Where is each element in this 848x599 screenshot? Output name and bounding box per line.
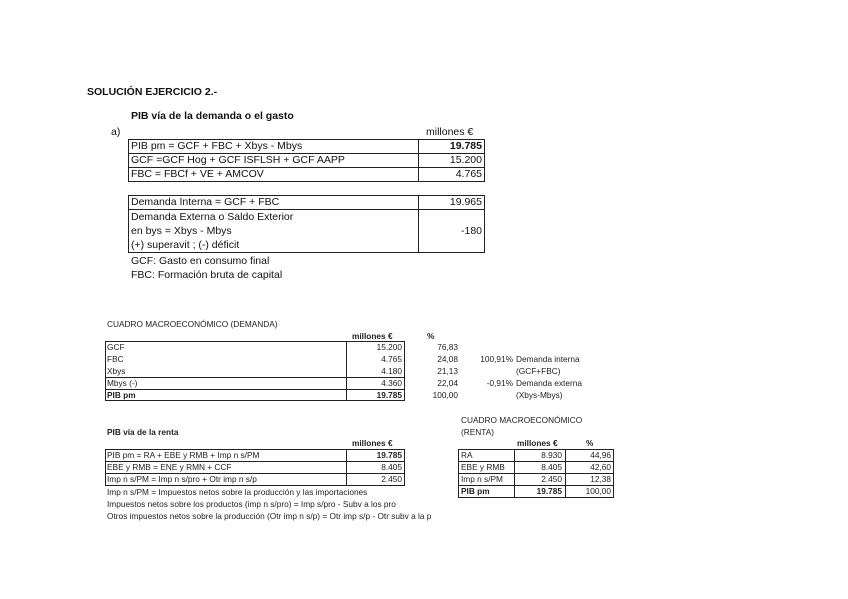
external-demand-value: -180	[460, 225, 482, 237]
side-interna-l2: (GCF+FBC)	[516, 366, 561, 376]
cr-row-ebe-pct: 42,60	[590, 462, 611, 472]
renta-row-imp-value: 2.450	[381, 474, 402, 484]
demand-row-gcf-value: 15.200	[449, 154, 482, 166]
cuadro-renta-title-l1: CUADRO MACROECONÓMICO	[461, 415, 583, 425]
cd-row-xbys-label: Xbys	[107, 366, 126, 376]
cr-row-pib-pct: 100,00	[585, 486, 611, 496]
renta-row-pib-value: 19.785	[376, 450, 402, 460]
cr-row-pib-label: PIB pm	[461, 486, 490, 496]
cd-row-gcf-label: GCF	[107, 342, 125, 352]
cr-row-ebe-label: EBE y RMB	[461, 462, 505, 472]
side-externa-pct: -0,91%	[486, 378, 513, 388]
cd-row-pib-value: 19.785	[376, 390, 402, 400]
side-externa-l2: (Xbys-Mbys)	[516, 390, 563, 400]
renta-row-imp-label: Imp n s/PM = Imp n s/pro + Otr imp n s/p	[107, 474, 257, 484]
side-externa-l1: Demanda externa	[516, 378, 582, 388]
label-a: a)	[111, 126, 121, 138]
renta-note-3: Otros impuestos netos sobre la producción (Otr imp n s/p) = Otr imp s/p - Otr subv a la p	[107, 511, 432, 521]
side-interna-pct: 100,91%	[480, 354, 513, 364]
cd-row-pib-pct: 100,00	[432, 390, 458, 400]
cr-row-imp-label: Imp n s/PM	[461, 474, 503, 484]
page-title: SOLUCIÓN EJERCICIO 2.-	[87, 86, 218, 98]
cd-row-fbc-label: FBC	[107, 354, 124, 364]
cr-row-pib-value: 19.785	[536, 486, 562, 496]
cd-row-fbc-value: 4.765	[381, 354, 402, 364]
cuadro-demanda-col-millones: millones €	[352, 331, 393, 341]
demand-row-pib-value: 19.785	[449, 140, 482, 152]
demand-row-fbc-label: FBC = FBCf + VE + AMCOV	[131, 168, 264, 180]
cr-row-imp-value: 2.450	[541, 474, 562, 484]
cd-row-pib-label: PIB pm	[107, 390, 136, 400]
external-demand-line1: Demanda Externa o Saldo Exterior	[131, 211, 294, 223]
cd-row-fbc-pct: 24,08	[437, 354, 458, 364]
side-interna-l1: Demanda interna	[516, 354, 580, 364]
note-fbc: FBC: Formación bruta de capital	[131, 269, 283, 281]
cd-row-mbys-pct: 22,04	[437, 378, 458, 388]
renta-note-2: Impuestos netos sobre los productos (imp n s/pro) = Imp s/pro - Subv a los pro	[107, 499, 396, 509]
cuadro-renta-title-l2: (RENTA)	[461, 427, 495, 437]
internal-demand-label: Demanda Interna = GCF + FBC	[131, 196, 280, 208]
cuadro-demanda-col-pct: %	[427, 331, 435, 341]
cr-row-ra-value: 8.930	[541, 450, 562, 460]
cd-row-xbys-pct: 21,13	[437, 366, 458, 376]
demand-row-fbc-value: 4.765	[455, 168, 482, 180]
cd-row-mbys-value: 4.360	[381, 378, 402, 388]
renta-row-pib-label: PIB pm = RA + EBE y RMB + Imp n s/PM	[107, 450, 260, 460]
cd-row-gcf-pct: 76,83	[437, 342, 458, 352]
cd-row-gcf-value: 15.200	[376, 342, 402, 352]
cuadro-demanda-title: CUADRO MACROECONÓMICO (DEMANDA)	[107, 319, 278, 329]
demand-row-pib-label: PIB pm = GCF + FBC + Xbys - Mbys	[131, 140, 303, 152]
external-demand-line3: (+) superavit ; (-) déficit	[131, 239, 240, 251]
demand-unit: millones €	[426, 126, 474, 138]
demand-heading: PIB vía de la demanda o el gasto	[131, 110, 294, 122]
cr-row-ebe-value: 8.405	[541, 462, 562, 472]
renta-row-ebe-label: EBE y RMB = ENE y RMN + CCF	[107, 462, 232, 472]
cd-row-xbys-value: 4.180	[381, 366, 402, 376]
internal-demand-value: 19.965	[449, 196, 482, 208]
note-gcf: GCF: Gasto en consumo final	[131, 255, 270, 267]
cuadro-renta-col-pct: %	[586, 438, 594, 448]
renta-heading: PIB vía de la renta	[107, 427, 179, 437]
cuadro-renta-col-millones: millones €	[517, 438, 558, 448]
cd-row-mbys-label: Mbys (-)	[107, 378, 138, 388]
cr-row-imp-pct: 12,38	[590, 474, 611, 484]
renta-row-ebe-value: 8.405	[381, 462, 402, 472]
cr-row-ra-pct: 44,96	[590, 450, 611, 460]
demand-row-gcf-label: GCF =GCF Hog + GCF ISFLSH + GCF AAPP	[131, 154, 345, 166]
external-demand-line2: en bys = Xbys - Mbys	[131, 225, 232, 237]
renta-unit: millones €	[352, 438, 393, 448]
renta-note-1: Imp n s/PM = Impuestos netos sobre la producción y las importaciones	[107, 487, 368, 497]
cr-row-ra-label: RA	[461, 450, 473, 460]
